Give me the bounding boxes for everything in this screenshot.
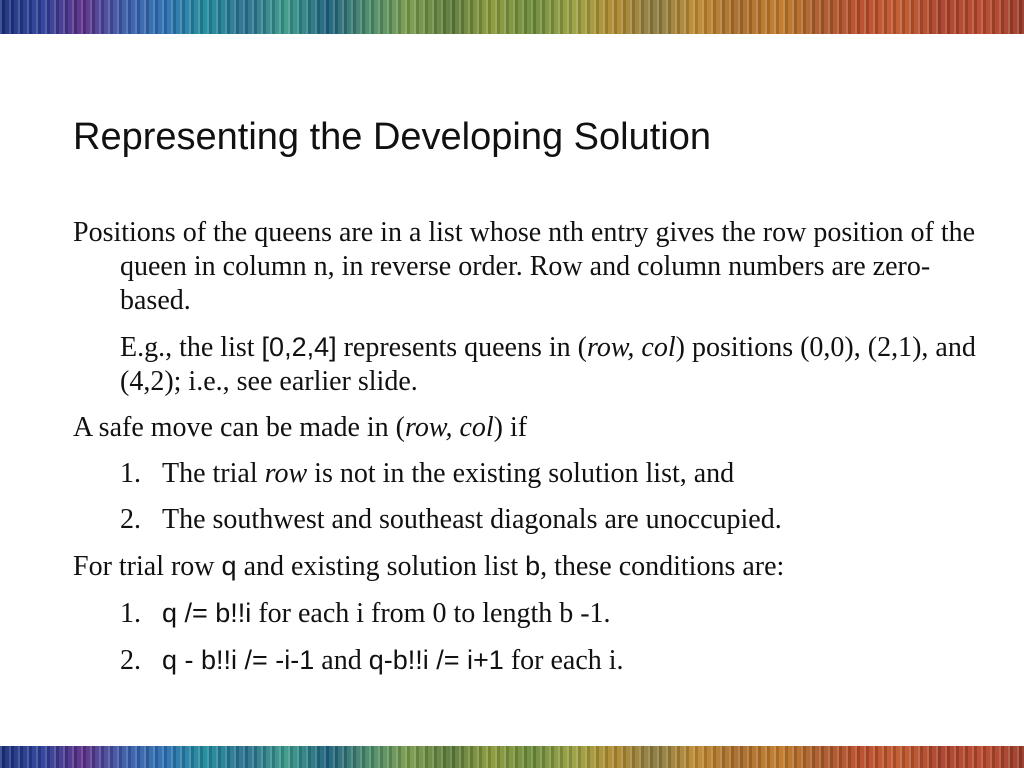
cond1-suffix: for each i from 0 to length b -1.	[251, 598, 611, 629]
list-item-number: 2.	[120, 645, 141, 676]
item1-suffix: is not in the existing solution list, and	[307, 458, 735, 489]
example-mid: represents queens in (	[336, 332, 587, 363]
example-suffix: ) positions (0,0), (2,1), and (4,2); i.e., see earlier slide.	[120, 332, 976, 397]
item1-prefix: The trial	[162, 458, 265, 489]
paragraph-example	[73, 330, 993, 399]
conditions-suffix: , these conditions are:	[540, 551, 785, 582]
item2-text: The southwest and southeast diagonals are unoccupied.	[162, 504, 782, 535]
safe-move-row-col: row, col	[404, 412, 494, 443]
list-item-trial-row	[73, 457, 993, 491]
example-prefix: E.g., the list	[120, 332, 262, 363]
example-list-code: [0,2,4]	[261, 332, 337, 362]
bottom-decorative-stripe	[0, 746, 1024, 768]
conditions-q-code: q	[221, 551, 237, 581]
cond1-code: q /= b!!i	[162, 598, 252, 628]
top-decorative-stripe	[0, 0, 1024, 34]
paragraph-positions	[73, 216, 993, 318]
list-item-number: 1.	[120, 458, 141, 489]
conditions-prefix: For trial row	[73, 551, 222, 582]
list-item-number: 2.	[120, 504, 141, 535]
cond2-mid: and	[314, 645, 369, 676]
conditions-b-code: b	[525, 551, 541, 581]
list-item-number: 1.	[120, 598, 141, 629]
item1-row: row	[264, 458, 308, 489]
example-row-col: row, col	[586, 332, 676, 363]
conditions-mid: and existing solution list	[236, 551, 526, 582]
cond2-suffix: for each i.	[503, 645, 624, 676]
list-item-diagonals	[73, 503, 993, 537]
paragraph-safe-move	[73, 411, 993, 445]
safe-move-prefix: A safe move can be made in (	[73, 412, 405, 443]
paragraph-positions-text: Positions of the queens are in a list whose nth entry gives the row position of the queen in column n, in reverse order. Row and column numbers are zero-based.	[73, 217, 976, 316]
slide-title: Representing the Developing Solution	[73, 116, 711, 158]
safe-move-suffix: ) if	[493, 412, 528, 443]
cond2-code2: q-b!!i /= i+1	[368, 645, 504, 675]
condition-item-1	[73, 596, 993, 631]
slide-body	[73, 216, 993, 678]
paragraph-conditions	[73, 549, 993, 584]
condition-item-2	[73, 643, 993, 678]
cond2-code1: q - b!!i /= -i-1	[162, 645, 315, 675]
